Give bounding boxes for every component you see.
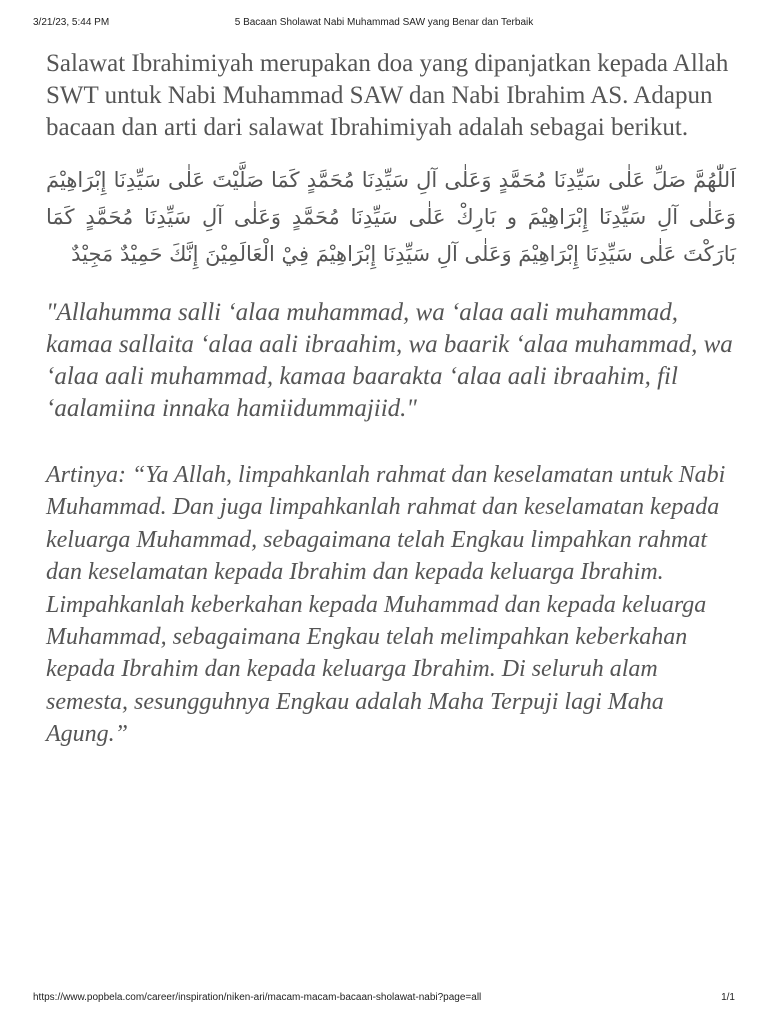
article-content (46, 48, 736, 751)
print-date: 3/21/23, 5:44 PM (33, 17, 110, 28)
print-header (0, 17, 768, 31)
intro-paragraph: Salawat Ibrahimiyah merupakan doa yang dipanjatkan kepada Allah SWT untuk Nabi Muhammad SAW dan Nabi Ibrahim AS. Adapun bacaan dan arti dari salawat Ibrahimiyah adalah sebagai berikut. (46, 50, 729, 141)
page-url: https://www.popbela.com/career/inspiration/niken-ari/macam-macam-bacaan-sholawat-nabi?page=all (33, 992, 482, 1003)
arabic-prayer-text: اَللّٰهُمَّ صَلِّ عَلٰى سَيِّدِنَا مُحَمَّدٍ وَعَلٰى آلِ سَيِّدِنَا مُحَمَّدٍ كَمَا صَلَّيْتَ عَلٰى سَيِّدِنَا إِبْرَاهِيْمَ وَعَلٰى آلِ سَيِّدِنَا إِبْرَاهِيْمَ و بَارِكْ عَلٰى سَيِّدِنَا مُحَمَّدٍ وَعَلٰى آلِ سَيِّدِنَا مُحَمَّدٍ كَمَا بَارَكْتَ عَلٰى سَيِّدِنَا إِبْرَاهِيْمَ وَعَلٰى آلِ سَيِّدِنَا إِبْرَاهِيْمَ فِيْ الْعَالَمِيْنَ إِنَّكَ حَمِيْدٌ مَجِيْدٌ (46, 168, 736, 266)
translation-paragraph: Artinya: “Ya Allah, limpahkanlah rahmat dan keselamatan untuk Nabi Muhammad. Dan juga limpahkanlah rahmat dan keselamatan kepada keluarga Muhammad, sebagaimana telah Engkau limpahkan rahmat dan keselamatan kepada Ibrahim dan kepada keluarga Ibrahim. Limpahkanlah keberkahan kepada Muhammad dan kepada keluarga Muhammad, sebagaimana Engkau telah melimpahkan keberkahan kepada Ibrahim dan kepada keluarga Ibrahim. Di seluruh alam semesta, sesungguhnya Engkau adalah Maha Terpuji lagi Maha Agung.” (46, 462, 726, 748)
print-footer (0, 992, 768, 1006)
page-number: 1/1 (721, 992, 735, 1003)
page-title: 5 Bacaan Sholawat Nabi Muhammad SAW yang Benar dan Terbaik (234, 17, 534, 28)
transliteration-quote: "Allahumma salli ‘alaa muhammad, wa ‘alaa aali muhammad, kamaa sallaita ‘alaa aali ibraahim, wa baarik ‘alaa muhammad, wa ‘alaa aali muhammad, kamaa baarakta ‘alaa aali ibraahim, fil ‘aalamiina innaka hamiidummajiid." (46, 299, 733, 422)
